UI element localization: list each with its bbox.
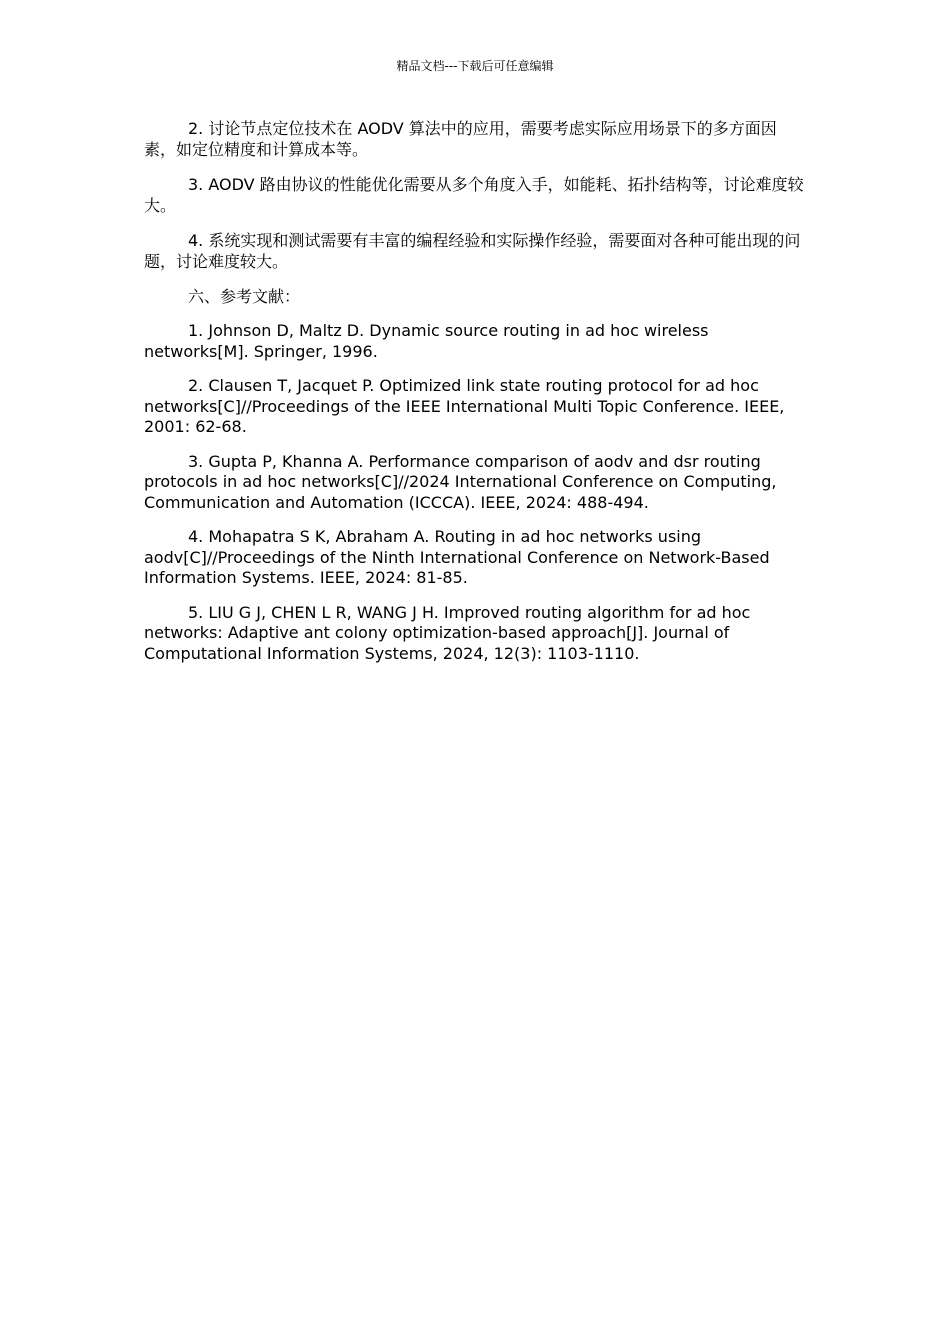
paragraph-discussion-2: 2. 讨论节点定位技术在 AODV 算法中的应用，需要考虑实际应用场景下的多方面因素，如定位精度和计算成本等。 <box>144 119 777 159</box>
paragraph-discussion-4: 4. 系统实现和测试需要有丰富的编程经验和实际操作经验，需要面对各种可能出现的问题，讨论难度较大。 <box>144 231 801 271</box>
reference-item-2: 2. Clausen T, Jacquet P. Optimized link state routing protocol for ad hoc networks[C]//Proceedings of the IEEE International Multi Topic Conference. IEEE, 2001: 62-68. <box>144 376 785 436</box>
reference-item-3: 3. Gupta P, Khanna A. Performance comparison of aodv and dsr routing protocols in ad hoc networks[C]//2024 International Conference on Computing, Communication and Automation (ICCCA). IEEE, 2024: 488-494. <box>144 451 777 512</box>
reference-item-4: 4. Mohapatra S K, Abraham A. Routing in ad hoc networks using aodv[C]//Proceedings of the Ninth International Conference on Network-Based Information Systems. IEEE, 2024: 81-85. <box>144 527 770 587</box>
document-body <box>144 118 808 678</box>
section-heading-references: 六、参考文献： <box>188 287 301 306</box>
paragraph-discussion-3: 3. AODV 路由协议的性能优化需要从多个角度入手，如能耗、拓扑结构等，讨论难度较大。 <box>144 175 804 215</box>
reference-item-5: 5. LIU G J, CHEN L R, WANG J H. Improved routing algorithm for ad hoc networks: Adaptive ant colony optimization-based approach[J]. Journal of Computational Information Systems, 2024, 12(3): 1103-1110. <box>144 602 751 663</box>
reference-item-1: 1. Johnson D, Maltz D. Dynamic source routing in ad hoc wireless networks[M]. Springer, 1996. <box>144 321 709 361</box>
page-header: 精品文档---下载后可任意编辑 <box>396 59 554 73</box>
